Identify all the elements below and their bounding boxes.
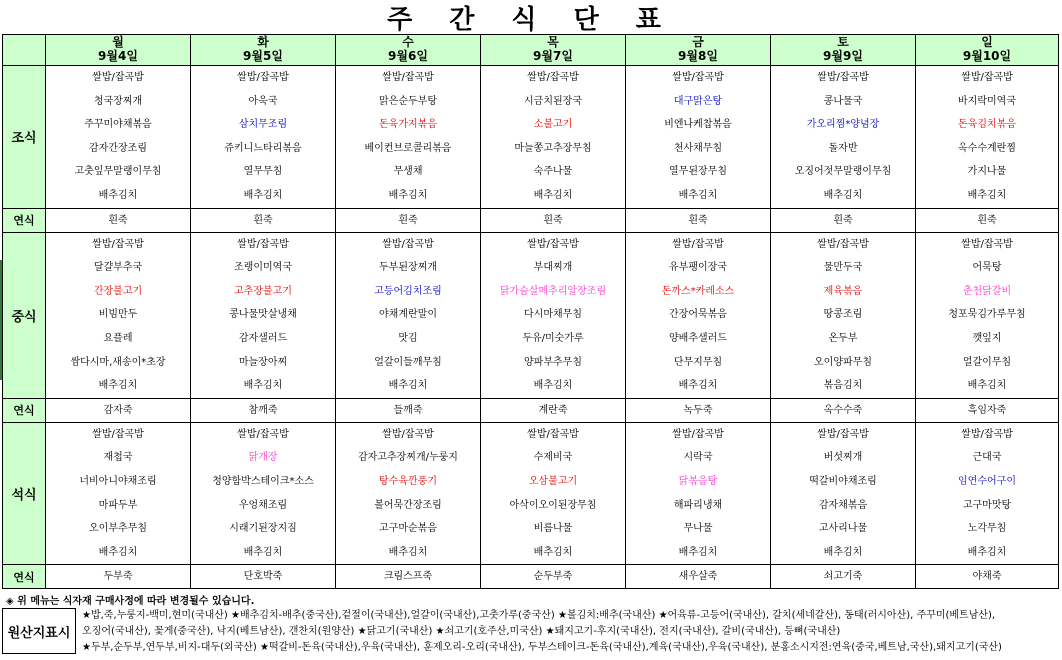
menu-item: 간장어묵볶음 (669, 309, 727, 321)
menu-item: 고등어김치조림 (374, 285, 442, 297)
snack-item: 흰죽 (398, 214, 418, 226)
menu-cell (336, 66, 481, 209)
menu-cell (916, 422, 1059, 565)
day-date: 9월10일 (962, 49, 1012, 63)
menu-item: 돈육김치볶음 (958, 119, 1016, 131)
menu-item: 물만두국 (823, 262, 863, 274)
breakfast-snack-row (3, 208, 1059, 232)
menu-item: 닭개장 (248, 452, 278, 464)
menu-item: 소불고기 (533, 119, 573, 131)
menu-item: 쌀밥/잡곡밥 (382, 72, 434, 83)
snack-item: 감자죽 (103, 404, 133, 416)
menu-item: 쌀밥/잡곡밥 (527, 428, 579, 440)
snack-cell (191, 208, 336, 232)
menu-cell (336, 232, 481, 398)
menu-item: 아욱국 (248, 95, 278, 107)
day-header (771, 35, 916, 66)
menu-item: 비름나물 (533, 523, 573, 535)
menu-item: 달걀부추국 (93, 262, 143, 274)
menu-item: 쌀밥/잡곡밥 (237, 72, 289, 83)
origin-details (82, 608, 1058, 656)
menu-item: 닭가슴살메추리알장조림 (499, 285, 607, 297)
snack-cell (916, 398, 1059, 422)
menu-item: 배추김치 (243, 380, 283, 392)
menu-item: 주꾸미야채볶음 (84, 119, 152, 131)
menu-item: 쌀밥/잡곡밥 (237, 238, 289, 250)
menu-item: 재첩국 (103, 452, 133, 464)
snack-cell (771, 398, 916, 422)
menu-cell (336, 422, 481, 565)
snack-cell (46, 565, 191, 589)
breakfast-row (3, 66, 1059, 209)
day-date: 9월7일 (533, 49, 573, 63)
menu-item: 고구마맛탕 (962, 499, 1012, 511)
day-name: 토 (837, 35, 849, 49)
dinner-snack-row (3, 565, 1059, 589)
menu-item: 춘천닭갈비 (962, 285, 1012, 297)
menu-cell (191, 66, 336, 209)
menu-item: 청양함박스테이크*소스 (212, 475, 314, 487)
menu-item: 조랭이미역국 (234, 262, 292, 274)
menu-item: 오이부추무침 (89, 523, 147, 535)
menu-item: 쌀밥/잡곡밥 (92, 238, 144, 250)
menu-item: 가오리찜*양념장 (806, 119, 880, 131)
menu-item: 유부팽이장국 (669, 262, 727, 274)
menu-item: 맛김 (398, 332, 418, 344)
menu-cell (481, 422, 626, 565)
snack-item: 흰죽 (543, 214, 563, 226)
menu-item: 배추김치 (967, 380, 1007, 392)
weekly-menu-table (2, 34, 1059, 589)
menu-cell (46, 66, 191, 209)
menu-item: 닭볶음탕 (678, 475, 718, 487)
menu-item: 시금치된장국 (524, 95, 582, 107)
snack-item: 야채죽 (972, 571, 1002, 583)
menu-item: 온두부 (828, 332, 858, 344)
snack-cell (916, 208, 1059, 232)
menu-item: 고춧잎무말랭이무침 (74, 166, 162, 178)
menu-item: 청국장찌개 (93, 95, 143, 107)
snack-cell (336, 565, 481, 589)
menu-item: 배추김치 (967, 546, 1007, 558)
menu-item: 감자채볶음 (818, 499, 868, 511)
snack-item: 들깨죽 (393, 404, 423, 416)
menu-item: 쌀밥/잡곡밥 (382, 428, 434, 440)
origin-line: 오징어(국내산), 꽃게(중국산), 낙지(베트남산), 갠찬치(원양산) ★닭고기(국내산) ★쇠고기(호주산,미국산) ★돼지고기-후지(국내산), 전지(국내산), 갈비(국내산), 등뼈(국내산) (82, 626, 841, 637)
snack-item: 흰죽 (977, 214, 997, 226)
menu-item: 쌀밥/잡곡밥 (672, 72, 724, 83)
menu-item: 쌀밥/잡곡밥 (817, 238, 869, 250)
snack-label: 연식 (3, 398, 46, 422)
snack-cell (916, 565, 1059, 589)
snack-cell (626, 398, 771, 422)
lunch-row (3, 232, 1059, 398)
snack-item: 크림스프죽 (383, 571, 433, 583)
notice-text: ◈ 위 메뉴는 식자재 구매사정에 따라 변경될수 있습니다. (6, 596, 255, 607)
menu-item: 열무된장무침 (669, 166, 727, 178)
menu-item: 노각무침 (967, 523, 1007, 535)
snack-item: 흑임자죽 (967, 404, 1007, 416)
menu-item: 고추장불고기 (234, 285, 292, 297)
snack-label: 연식 (3, 208, 46, 232)
menu-item: 쌀밥/잡곡밥 (817, 428, 869, 440)
snack-item: 녹두죽 (683, 404, 713, 416)
dinner-row (3, 422, 1059, 565)
day-date: 9월8일 (678, 49, 718, 63)
menu-item: 배추김치 (533, 380, 573, 392)
snack-cell (481, 208, 626, 232)
lunch-snack-row (3, 398, 1059, 422)
day-date: 9월4일 (98, 49, 138, 63)
snack-item: 흰죽 (833, 214, 853, 226)
day-header (626, 35, 771, 66)
snack-cell (481, 398, 626, 422)
menu-item: 두부된장찌개 (379, 262, 437, 274)
menu-item: 배추김치 (243, 189, 283, 201)
menu-item: 버섯찌개 (823, 452, 863, 464)
snack-item: 계란죽 (538, 404, 568, 416)
snack-cell (626, 208, 771, 232)
menu-item: 수제비국 (533, 452, 573, 464)
menu-item: 옥수수계란찜 (958, 142, 1016, 154)
menu-item: 쌀밥/잡곡밥 (237, 428, 289, 440)
menu-item: 해파리냉채 (673, 499, 723, 511)
menu-item: 요플레 (103, 332, 133, 344)
menu-item: 떡갈비야채조림 (809, 475, 877, 487)
snack-item: 참깨죽 (248, 404, 278, 416)
menu-item: 얼갈이들깨무침 (374, 356, 442, 368)
menu-item: 임연수어구이 (958, 475, 1016, 487)
menu-item: 마파두부 (98, 499, 138, 511)
menu-item: 탕수육깐풍기 (379, 475, 437, 487)
day-name: 화 (257, 35, 269, 49)
menu-item: 얼갈이무침 (962, 356, 1012, 368)
menu-item: 시래기된장지짐 (229, 523, 297, 535)
menu-item: 너비아니야채조림 (79, 475, 157, 487)
menu-cell (916, 232, 1059, 398)
menu-item: 배추김치 (533, 546, 573, 558)
menu-item: 배추김치 (98, 546, 138, 558)
menu-item: 배추김치 (678, 546, 718, 558)
menu-item: 콩나물국 (823, 95, 863, 107)
menu-item: 쌈다시마,새송이*초장 (70, 356, 166, 368)
menu-item: 어묵탕 (972, 262, 1002, 274)
day-header (916, 35, 1059, 66)
menu-cell (481, 66, 626, 209)
menu-item: 부대찌개 (533, 262, 573, 274)
meal-label: 석식 (3, 422, 46, 565)
menu-item: 돈까스*카레소스 (661, 285, 735, 297)
menu-item: 베이컨브로콜리볶음 (364, 142, 452, 154)
snack-cell (191, 398, 336, 422)
menu-item: 쌀밥/잡곡밥 (527, 238, 579, 250)
snack-cell (46, 398, 191, 422)
menu-item: 쌀밥/잡곡밥 (92, 72, 144, 83)
menu-item: 배추김치 (678, 380, 718, 392)
menu-item: 땅콩조림 (823, 309, 863, 321)
menu-item: 양배추샐러드 (669, 332, 727, 344)
menu-cell (46, 422, 191, 565)
day-name: 수 (402, 35, 414, 49)
menu-item: 무생채 (393, 166, 423, 178)
menu-item: 무나물 (683, 523, 713, 535)
snack-item: 옥수수죽 (823, 404, 863, 416)
menu-item: 깻잎지 (972, 332, 1002, 344)
snack-cell (336, 208, 481, 232)
menu-item: 양파부추무침 (524, 356, 582, 368)
snack-cell (626, 565, 771, 589)
snack-item: 흰죽 (688, 214, 708, 226)
snack-item: 새우살죽 (678, 571, 718, 583)
menu-item: 배추김치 (678, 189, 718, 201)
menu-item: 천사채무침 (673, 142, 723, 154)
day-date: 9월9일 (823, 49, 863, 63)
menu-item: 쌀밥/잡곡밥 (672, 238, 724, 250)
menu-item: 배추김치 (98, 189, 138, 201)
day-name: 목 (547, 35, 559, 49)
menu-item: 배추김치 (967, 189, 1007, 201)
menu-item: 단무지무침 (673, 356, 723, 368)
menu-item: 돌자반 (828, 142, 858, 154)
snack-item: 흰죽 (253, 214, 273, 226)
menu-item: 우엉채조림 (238, 499, 288, 511)
snack-cell (191, 565, 336, 589)
day-name: 금 (692, 35, 704, 49)
menu-item: 배추김치 (533, 189, 573, 201)
menu-item: 감자간장조림 (89, 142, 147, 154)
menu-item: 비빔만두 (98, 309, 138, 321)
menu-item: 쌀밥/잡곡밥 (92, 428, 144, 440)
menu-item: 배추김치 (388, 546, 428, 558)
menu-item: 간장불고기 (93, 285, 143, 297)
menu-item: 쌀밥/잡곡밥 (672, 428, 724, 440)
day-header (481, 35, 626, 66)
menu-item: 쥬키니느타리볶음 (224, 142, 302, 154)
menu-item: 다시마채무침 (524, 309, 582, 321)
menu-cell (191, 232, 336, 398)
menu-item: 볼어묵간장조림 (374, 499, 442, 511)
menu-item: 숙주나물 (533, 166, 573, 178)
menu-item: 콩나물맛살냉채 (229, 309, 297, 321)
snack-cell (46, 208, 191, 232)
menu-cell (771, 66, 916, 209)
menu-item: 고사리나물 (818, 523, 868, 535)
snack-cell (771, 208, 916, 232)
snack-cell (481, 565, 626, 589)
menu-item: 배추김치 (823, 189, 863, 201)
menu-cell (916, 66, 1059, 209)
menu-item: 배추김치 (98, 380, 138, 392)
menu-item: 시락국 (683, 452, 713, 464)
header-corner (3, 35, 46, 66)
menu-cell (481, 232, 626, 398)
day-header (336, 35, 481, 66)
day-name: 월 (112, 35, 124, 49)
menu-item: 오삼불고기 (528, 475, 578, 487)
menu-item: 야채계란말이 (379, 309, 437, 321)
menu-item: 고구마순볶음 (379, 523, 437, 535)
menu-cell (46, 232, 191, 398)
snack-item: 순두부죽 (533, 571, 573, 583)
day-name: 일 (981, 35, 993, 49)
menu-item: 감자샐러드 (238, 332, 288, 344)
menu-item: 배추김치 (823, 546, 863, 558)
snack-item: 두부죽 (103, 571, 133, 583)
menu-item: 볶음김치 (823, 380, 863, 392)
menu-item: 제육볶음 (823, 285, 863, 297)
menu-item: 쌀밥/잡곡밥 (817, 72, 869, 83)
menu-item: 감자고추장찌개/누룽지 (358, 452, 458, 464)
menu-item: 열무무침 (243, 166, 283, 178)
day-date: 9월5일 (243, 49, 283, 63)
menu-item: 쌀밥/잡곡밥 (961, 428, 1013, 440)
menu-item: 비엔나케찹볶음 (664, 119, 732, 131)
menu-cell (626, 232, 771, 398)
day-header (46, 35, 191, 66)
menu-item: 배추김치 (243, 546, 283, 558)
menu-item: 배추김치 (388, 189, 428, 201)
snack-cell (771, 565, 916, 589)
menu-cell (771, 422, 916, 565)
day-date: 9월6일 (388, 49, 428, 63)
menu-item: 오이양파무침 (814, 356, 872, 368)
menu-item: 대구맑은탕 (673, 95, 723, 107)
menu-item: 쌀밥/잡곡밥 (527, 72, 579, 83)
menu-item: 쌀밥/잡곡밥 (961, 238, 1013, 250)
menu-item: 쌀밥/잡곡밥 (382, 238, 434, 250)
origin-line: ★두부,순두부,연두부,비지-대두(외국산) ★떡갈비-돈육(국내산),우육(국내산), 훈제오리-오리(국내산), 두부스테이크-돈육(국내산),계육(국내산),우육(국내산), 분홍소시지전:연육(중국,베트남,국산),돼지고기(국산) (82, 642, 1002, 653)
menu-item: 근대국 (972, 452, 1002, 464)
menu-item: 오징어젓무말랭이무침 (794, 166, 892, 178)
menu-cell (626, 422, 771, 565)
menu-item: 마늘쫑고추장무침 (514, 142, 592, 154)
snack-item: 쇠고기죽 (823, 571, 863, 583)
menu-item: 마늘장아찌 (238, 356, 288, 368)
menu-item: 맑은순두부탕 (379, 95, 437, 107)
menu-item: 두유/미숫가루 (522, 332, 584, 344)
origin-line: ★밥,죽,누룽지-백미,현미(국내산) ★배추김치-배추(중국산),겉절이(국내산),얼갈이(국내산),고춧가루(중국산) ★볼김치:배추(국내산) ★어육류-고등어(국내산), 갈치(세네갈산), 동태(러시아산), 주꾸미(베트남산), (82, 610, 996, 621)
snack-item: 단호박죽 (243, 571, 283, 583)
snack-label: 연식 (3, 565, 46, 589)
menu-item: 아삭이오이된장무침 (509, 499, 597, 511)
origin-label: 원산지표시 (2, 608, 76, 654)
snack-cell (336, 398, 481, 422)
menu-item: 청포묵김가루무침 (948, 309, 1026, 321)
menu-item: 쌀밥/잡곡밥 (961, 72, 1013, 83)
day-header (191, 35, 336, 66)
menu-item: 삼치무조림 (238, 119, 288, 131)
menu-item: 바지락미역국 (958, 95, 1016, 107)
menu-item: 가지나물 (967, 166, 1007, 178)
snack-item: 흰죽 (108, 214, 128, 226)
menu-item: 돈육가지볶음 (379, 119, 437, 131)
menu-cell (191, 422, 336, 565)
meal-label: 중식 (3, 232, 46, 398)
menu-cell (626, 66, 771, 209)
day-header-row (3, 35, 1059, 66)
page-title: 주 간 식 단 표 (387, 4, 675, 35)
menu-cell (771, 232, 916, 398)
menu-item: 배추김치 (388, 380, 428, 392)
meal-label: 조식 (3, 66, 46, 209)
